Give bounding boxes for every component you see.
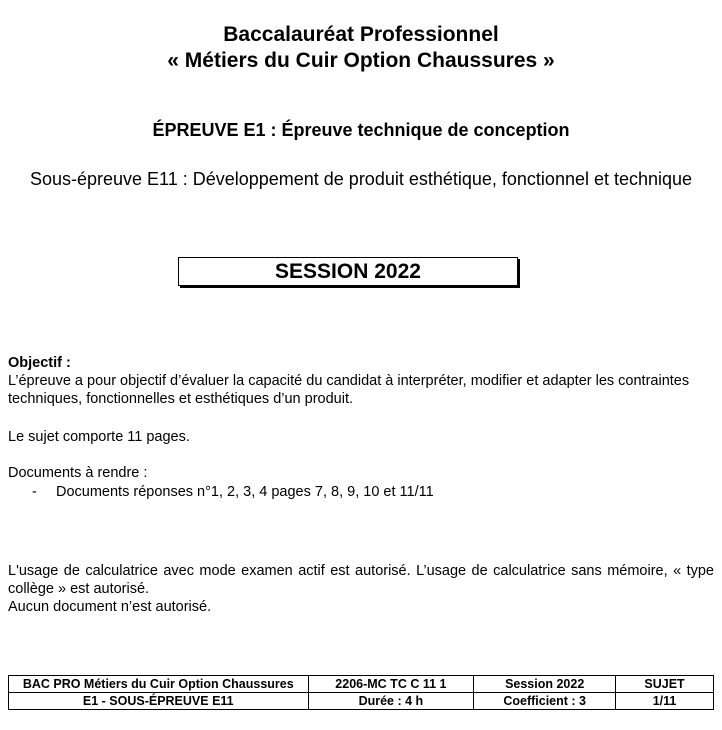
footer-exam-code: 2206-MC TC C 11 1: [308, 676, 474, 693]
footer-exam-name: BAC PRO Métiers du Cuir Option Chaussures: [9, 676, 309, 693]
footer-table: [8, 675, 714, 710]
footer-page-number: 1/11: [616, 693, 714, 710]
epreuve-heading: ÉPREUVE E1 : Épreuve technique de conception: [152, 120, 570, 140]
footer-session: Session 2022: [474, 676, 616, 693]
no-documents-text: Aucun document n’est autorisé.: [8, 599, 212, 615]
objectif-text: L’épreuve a pour objectif d’évaluer la capacité du candidat à interpréter, modifier et adapter les contraintes techniques, fonctionnelles et esthétiques d’un produit.: [8, 373, 690, 407]
title-line-2: « Métiers du Cuir Option Chaussures »: [167, 49, 555, 72]
session-box: [178, 257, 518, 286]
footer-coefficient: Coefficient : 3: [474, 693, 616, 710]
title-line-1: Baccalauréat Professionnel: [223, 23, 499, 46]
documents-list-item: [32, 483, 712, 501]
sous-epreuve-heading: Sous-épreuve E11 : Développement de produit esthétique, fonctionnel et technique: [29, 169, 693, 189]
footer-duree: Durée : 4 h: [308, 693, 474, 710]
footer-row-1: [9, 676, 714, 693]
session-label: SESSION 2022: [275, 259, 421, 283]
documents-label: Documents à rendre :: [8, 465, 148, 481]
footer-sujet: SUJET: [616, 676, 714, 693]
objectif-label: Objectif :: [8, 355, 71, 371]
list-dash: -: [32, 484, 37, 500]
page-count-text: Le sujet comporte 11 pages.: [8, 429, 190, 445]
calculator-policy-text: L'usage de calculatrice avec mode examen actif est autorisé. L’usage de calculatrice sans mémoire, « type collège » est autorisé.: [8, 563, 714, 597]
footer-sous-epreuve: E1 - SOUS-ÉPREUVE E11: [9, 693, 309, 710]
footer-row-2: [9, 693, 714, 710]
documents-item-text: Documents réponses n°1, 2, 3, 4 pages 7, 8, 9, 10 et 11/11: [56, 484, 434, 500]
